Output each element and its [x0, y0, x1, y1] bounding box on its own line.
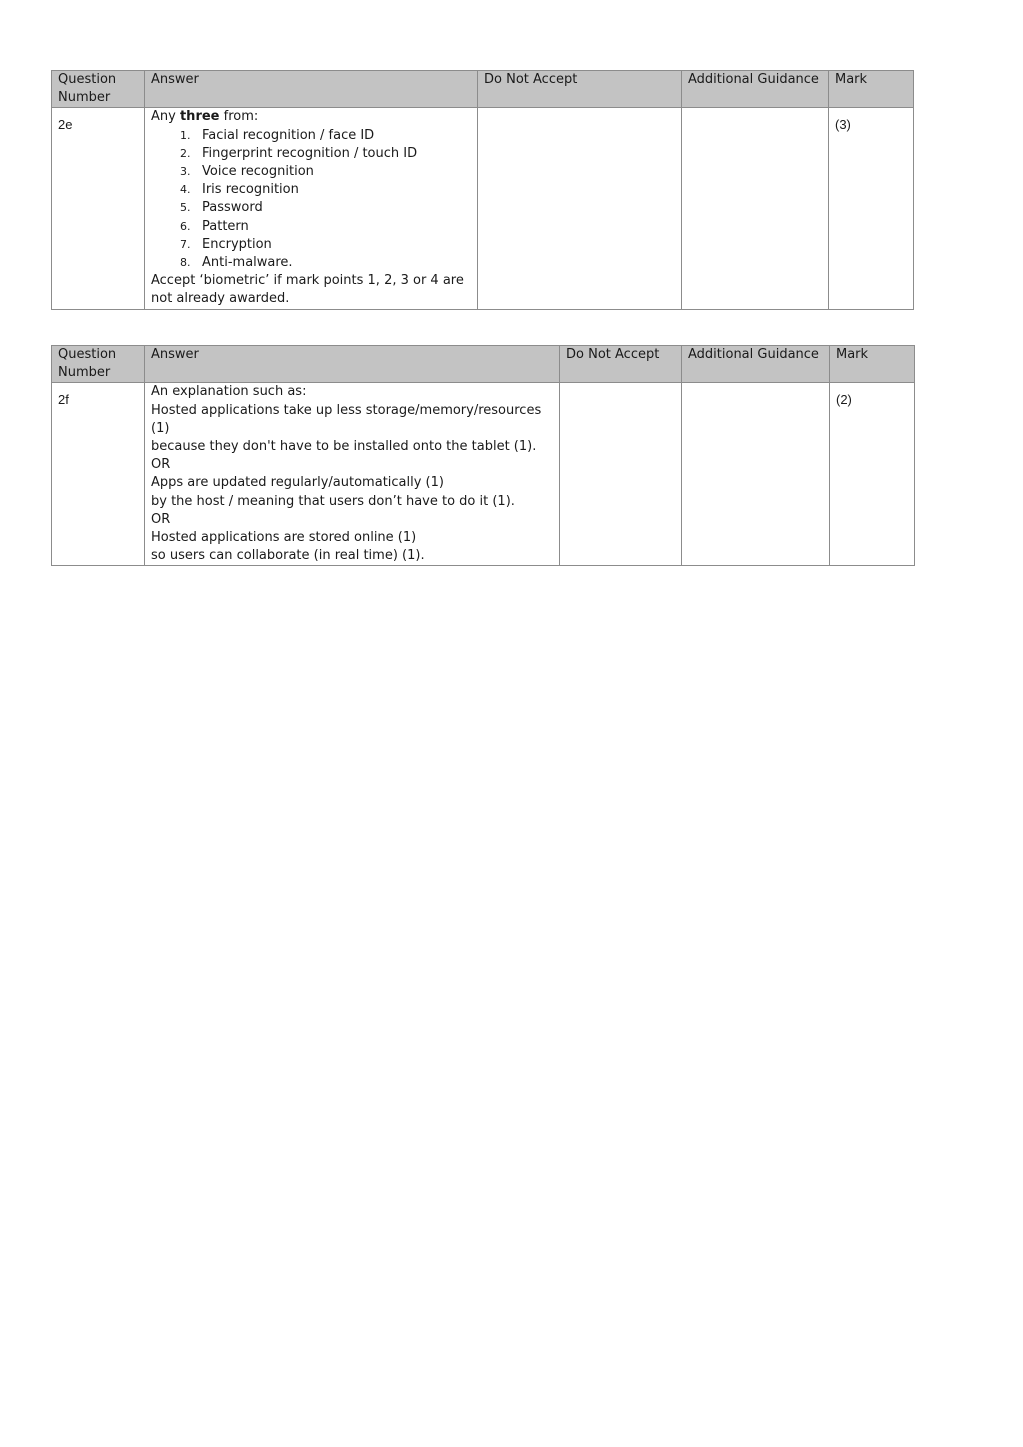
answer-line: OR	[151, 511, 171, 527]
answer-note: Accept ‘biometric’ if mark points 1, 2, 3 or 4 are not already awarded.	[151, 273, 464, 307]
do-not-accept-cell	[478, 108, 682, 309]
answer-line: Hosted applications take up less storage/memory/resources (1)	[151, 402, 542, 436]
header-answer: Answer	[145, 71, 478, 108]
mark-value: (3)	[829, 108, 914, 309]
answer-intro	[151, 108, 471, 126]
header-row	[52, 346, 915, 383]
additional-guidance-cell	[682, 108, 829, 309]
list-item: 3. Voice recognition	[194, 163, 471, 181]
mark-value: (2)	[830, 383, 915, 566]
header-do-not-accept: Do Not Accept	[560, 346, 682, 383]
mark-scheme-table-2e	[51, 70, 914, 310]
question-number: 2f	[52, 383, 145, 566]
list-item: 2. Fingerprint recognition / touch ID	[194, 145, 471, 163]
answer-line: because they don't have to be installed onto the tablet (1).	[151, 439, 537, 455]
table-row	[52, 108, 914, 309]
header-question-number: Question Number	[52, 346, 145, 383]
list-item: 5. Password	[194, 199, 471, 217]
answer-intro-bold: three	[179, 109, 220, 125]
header-do-not-accept: Do Not Accept	[478, 71, 682, 108]
additional-guidance-cell	[682, 383, 830, 566]
answer-line: Apps are updated regularly/automatically (1)	[151, 475, 444, 491]
header-mark: Mark	[830, 346, 915, 383]
header-additional-guidance: Additional Guidance	[682, 71, 829, 108]
table-row	[52, 383, 915, 566]
header-row	[52, 71, 914, 108]
header-additional-guidance: Additional Guidance	[682, 346, 830, 383]
answer-line: by the host / meaning that users don’t have to do it (1).	[151, 493, 515, 509]
answer-cell	[145, 383, 560, 566]
mark-scheme-table-2f	[51, 345, 915, 566]
answer-intro-suffix: from:	[219, 109, 259, 125]
list-item: 8. Anti-malware.	[194, 254, 471, 272]
do-not-accept-cell	[560, 383, 682, 566]
answer-line: Hosted applications are stored online (1)	[151, 530, 417, 546]
header-mark: Mark	[829, 71, 914, 108]
answer-line: OR	[151, 457, 171, 473]
list-item: 1. Facial recognition / face ID	[194, 127, 471, 145]
answer-line: so users can collaborate (in real time) (1).	[151, 548, 425, 564]
header-answer: Answer	[145, 346, 560, 383]
header-question-number: Question Number	[52, 71, 145, 108]
answer-line: An explanation such as:	[151, 384, 307, 400]
list-item: 7. Encryption	[194, 236, 471, 254]
mark-points-list	[151, 127, 471, 273]
answer-cell	[145, 108, 478, 309]
answer-intro-prefix: Any	[151, 109, 180, 125]
question-number: 2e	[52, 108, 145, 309]
list-item: 6. Pattern	[194, 218, 471, 236]
list-item: 4. Iris recognition	[194, 181, 471, 199]
